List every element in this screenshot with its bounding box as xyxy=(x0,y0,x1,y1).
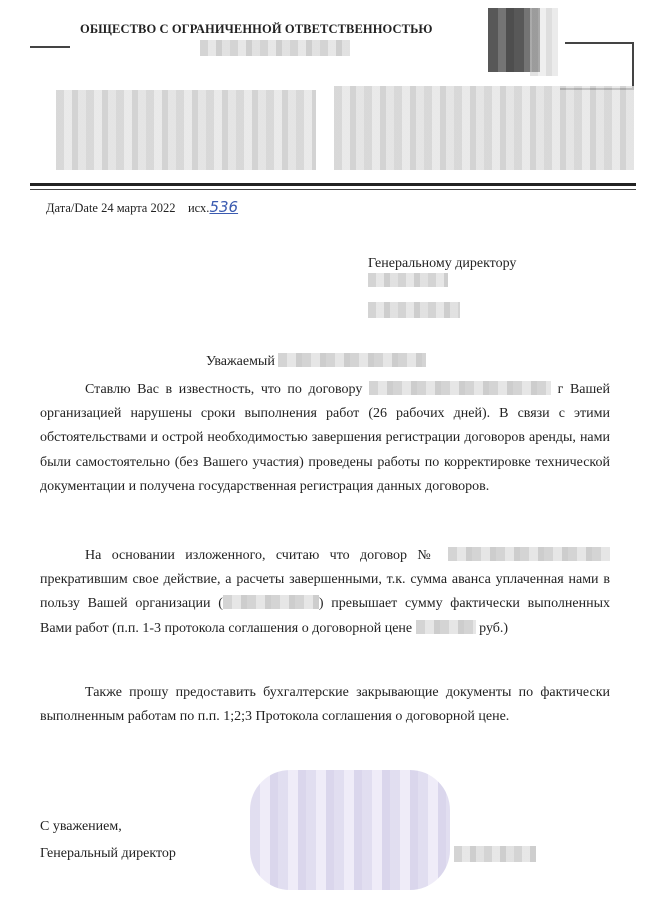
p2-text-b: прекратившим свое действие, а расчеты завершенными, т.к. сумма аванса уплаченная нами в пользу Вашей организации ( xyxy=(40,572,610,612)
p1-text-b: г Вашей организацией нарушены сроки выполнения работ (26 рабочих дней). В связи с этими обстоятельствами и острой необходимостью завершения регистрации договоров аренды, нами были самостоятельно (без Вашего участия) проведены работы по корректировке технической документации и получена государственная регистрация данных договоров. xyxy=(40,382,610,494)
letterhead-rule-thick xyxy=(30,183,636,186)
redacted-logo-shadow xyxy=(530,8,558,76)
p2-text-d: руб.) xyxy=(479,620,509,636)
p1-text-a: Ставлю Вас в известность, что по договору xyxy=(85,382,363,397)
addressee-title: Генеральному директору xyxy=(368,256,517,271)
header-rule-left xyxy=(30,46,70,48)
closing-phrase: С уважением, xyxy=(40,819,122,834)
date-value: 24 марта 2022 xyxy=(101,201,176,215)
redacted-contract-ref xyxy=(369,381,551,395)
paragraph-2 xyxy=(40,544,610,641)
redacted-signer-name xyxy=(454,846,536,862)
redacted-signature-stamp xyxy=(250,770,450,890)
redacted-requisites-right xyxy=(334,86,634,170)
header-rule-right xyxy=(565,42,633,44)
redacted-addressee-name xyxy=(368,302,460,318)
outgoing-number: 536 xyxy=(209,198,239,216)
header-rule-vertical xyxy=(632,42,634,90)
company-name: ОБЩЕСТВО С ОГРАНИЧЕННОЙ ОТВЕТСТВЕННОСТЬЮ xyxy=(80,22,433,36)
outgoing-label: исх. xyxy=(187,201,210,215)
signer-title: Генеральный директор xyxy=(40,846,176,861)
p2-text-a: На основании изложенного, считаю что договор № xyxy=(85,548,438,563)
redacted-contract-number xyxy=(448,547,610,561)
redacted-addressee-company xyxy=(368,273,448,287)
redacted-advance-amount xyxy=(223,595,319,609)
p3-text: Также прошу предоставить бухгалтерские закрывающие документы по фактически выполненным работам по п.п. 1;2;3 Протокола соглашения о договорной цене. xyxy=(40,685,610,725)
greeting xyxy=(206,353,426,370)
greeting-salutation: Уважаемый xyxy=(206,354,275,369)
redacted-recipient-name xyxy=(278,353,426,367)
date-line xyxy=(46,198,238,216)
redacted-price-amount xyxy=(416,620,476,634)
paragraph-1 xyxy=(40,378,610,499)
redacted-requisites-left xyxy=(56,90,316,170)
paragraph-3 xyxy=(40,681,610,729)
date-label: Дата/Date xyxy=(46,201,98,215)
letterhead-rule-thin xyxy=(30,189,636,190)
p2-text-c: ) превышает сумму фактически выполненных Вами работ (п.п. 1-3 протокола соглашения о договорной цене xyxy=(40,596,610,636)
redacted-company-name xyxy=(200,40,350,56)
